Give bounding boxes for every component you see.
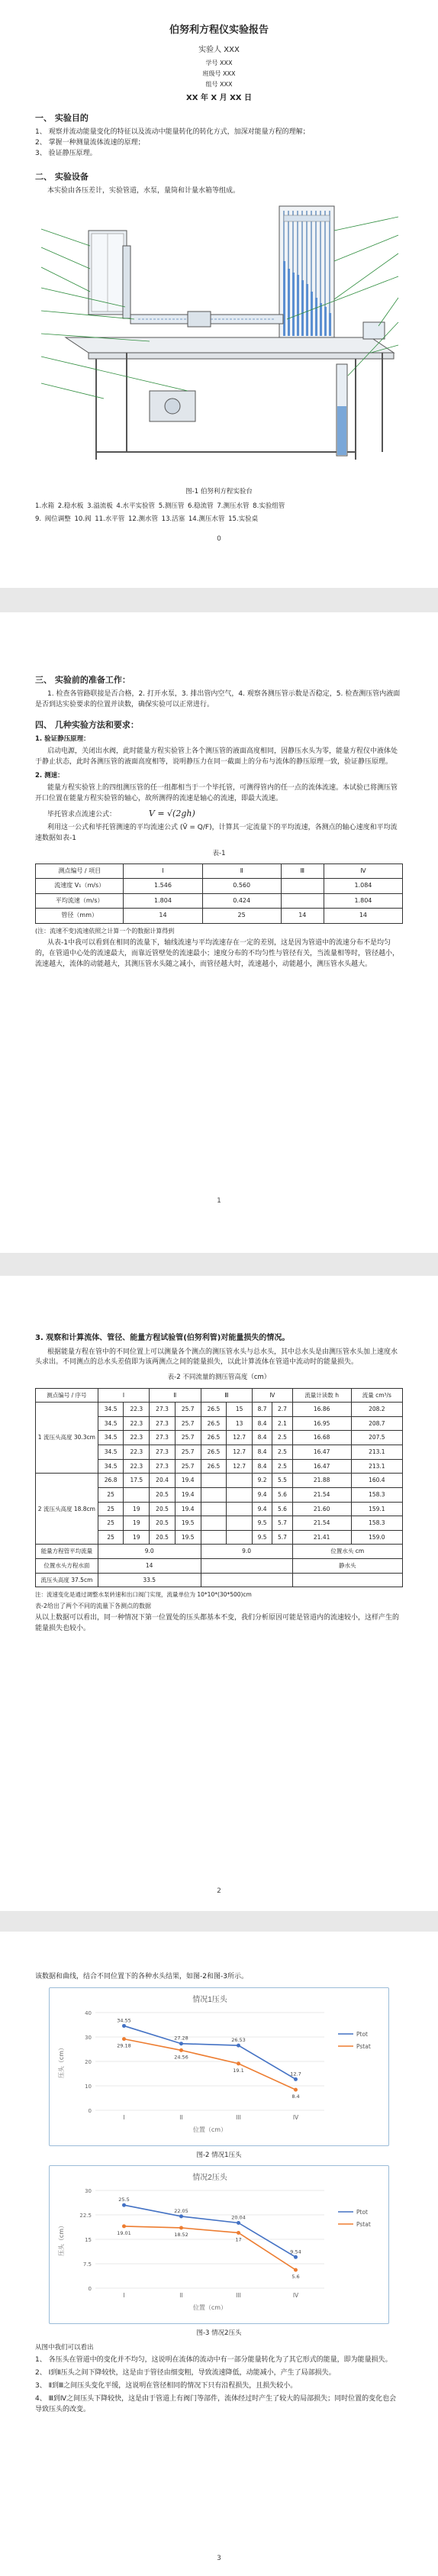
formula-label: 毕托管求点流速公式： xyxy=(47,811,117,819)
cell: 2.5 xyxy=(272,1431,292,1445)
cell: 19 xyxy=(124,1530,150,1545)
cell: 19.4 xyxy=(175,1502,201,1516)
data-point xyxy=(237,2231,240,2235)
y-tick-label: 0 xyxy=(88,2107,92,2114)
data-point xyxy=(237,2221,240,2225)
section-loss-title: 3. 观察和计算流体、管径、能量方程试验管(伯努利管)对能量损失的情况。 xyxy=(35,1334,290,1342)
data-point xyxy=(294,2077,298,2081)
cell: 14 xyxy=(98,1559,201,1574)
x-tick-label: III xyxy=(236,2113,241,2121)
cell: 5.7 xyxy=(272,1530,292,1545)
cell: 14 xyxy=(124,909,202,923)
x-tick-label: I xyxy=(123,2292,125,2300)
cell: 207.5 xyxy=(351,1431,402,1445)
cell: 26.5 xyxy=(201,1459,227,1474)
cell: 2.5 xyxy=(272,1445,292,1460)
series-line xyxy=(124,2026,296,2079)
y-axis-label: 压头（cm） xyxy=(58,2222,65,2257)
data-label: 27.28 xyxy=(174,2035,188,2042)
cell: 1.084 xyxy=(324,879,402,893)
cell: 0.424 xyxy=(202,893,281,908)
chart-1-caption: 图-2 情况1压头 xyxy=(196,2151,242,2159)
cell: 34.5 xyxy=(98,1445,124,1460)
table-2-analysis: 从以上数据可以看出，同一种情况下第一位置处的压头都基本不变，我们分析原因可能是管道内的流速较小，这样产生的能量损失也较小。 xyxy=(35,1614,400,1633)
cell: 27.3 xyxy=(150,1416,176,1431)
section-prep-title: 三、 实验前的准备工作： xyxy=(35,675,130,685)
header-cell: 测点编号 / 序号 xyxy=(36,1388,98,1403)
header-cell: Ⅱ xyxy=(150,1388,201,1403)
cell: 34.5 xyxy=(98,1431,124,1445)
cell: 158.3 xyxy=(351,1487,402,1502)
x-tick-label: I xyxy=(123,2113,125,2121)
cell: 26.5 xyxy=(201,1416,227,1431)
cell: 19.5 xyxy=(175,1516,201,1531)
cell: 0.560 xyxy=(202,879,281,893)
group-label: 1 流压头高度 30.3cm xyxy=(36,1403,98,1474)
table-row xyxy=(36,909,403,923)
cell: 流速度 V₁（m/s） xyxy=(36,879,124,893)
chart-2-svg xyxy=(50,2166,388,2319)
cell: 27.3 xyxy=(150,1431,176,1445)
cell: 1.804 xyxy=(124,893,202,908)
cell: 208.2 xyxy=(351,1403,402,1417)
data-point xyxy=(122,2203,126,2207)
analysis-text: 从表-1中我可以看到在相同的流量下，轴线流速与平均流速存在一定的差别，这是因为管道中的流速分布不是均匀的，在管道中心处的流速最大，而靠近管壁处的流速最小；速度分布的不均匀性与管径有关，当流量相等时，管径越小，流速越大，流体的动能越大，其测压管水头随之减小，而管径越大时，流速越小，动能越小，测压管水头越大。 xyxy=(35,939,400,968)
table-row xyxy=(36,1573,403,1587)
cell xyxy=(201,1516,227,1531)
cell: 9.0 xyxy=(201,1545,292,1559)
y-tick-label: 10 xyxy=(85,2083,92,2090)
cell: 25.7 xyxy=(175,1431,201,1445)
x-tick-label: II xyxy=(179,2292,183,2300)
cell xyxy=(281,893,324,908)
cell: 21.54 xyxy=(292,1516,351,1531)
cell: 25.7 xyxy=(175,1459,201,1474)
aim-item: 1、 观察并流动能量变化的特征以及流动中能量转化的转化方式，加深对能量方程的理解； xyxy=(35,128,310,137)
y-tick-label: 7.5 xyxy=(82,2261,92,2268)
equipment-intro: 本实验由各压差计，实验管道，水泵，量筒和计量水箱等组成。 xyxy=(47,187,240,195)
cell: 22.3 xyxy=(124,1431,150,1445)
cell: 16.68 xyxy=(292,1431,351,1445)
cell: 22.3 xyxy=(124,1445,150,1460)
cell: 22.3 xyxy=(124,1403,150,1417)
series-line xyxy=(124,2205,296,2257)
aims-list xyxy=(35,128,403,160)
data-label: 22.05 xyxy=(174,2207,188,2214)
method-1-text: 启动电源，关闭出水阀，此时能量方程实验管上各个测压管的液面高度相同，因静压水头为零，能量方程仪中液体处于静止状态，此时各测压管的液面高度相等，说明静压力在同一截面上的分布与流体的静压原理一致，验证静压原理。 xyxy=(35,747,398,767)
header-cell: Ⅲ xyxy=(201,1388,252,1403)
page-3 xyxy=(0,1276,438,1911)
table-2-body xyxy=(36,1403,403,1545)
y-tick-label: 20 xyxy=(85,2058,92,2065)
data-label: 18.52 xyxy=(174,2232,188,2239)
y-tick-label: 40 xyxy=(85,2009,92,2016)
y-axis-label: 压头（cm） xyxy=(58,2044,65,2079)
cell: 9.4 xyxy=(252,1502,272,1516)
data-label: 8.4 xyxy=(291,2093,300,2100)
header-cell: 测点编号 / 项目 xyxy=(36,864,124,879)
table-row xyxy=(36,1474,403,1488)
pitot-formula: V = √(2gh) xyxy=(148,809,195,819)
cell: 213.1 xyxy=(351,1445,402,1460)
cell: 2.7 xyxy=(272,1403,292,1417)
conclusion-item: 1、 各压头在管道中的变化并不均匀，这说明在流体的流动中有一部分能量转化为了其它形式的能量，即为能量损失。 xyxy=(35,2356,392,2365)
cell: 9.0 xyxy=(98,1545,201,1559)
x-tick-label: IV xyxy=(292,2113,299,2121)
cell: 12.7 xyxy=(227,1445,253,1460)
cell: 20.5 xyxy=(150,1502,176,1516)
data-point xyxy=(179,2048,183,2052)
cell: 34.5 xyxy=(98,1459,124,1474)
table-2-note-1: 注：流速变化是通过调整水泵转速和出口阀门实现，流量单位为 10*10*(30*500)cm xyxy=(35,1591,252,1599)
cell: 8.4 xyxy=(252,1431,272,1445)
cell: 19.4 xyxy=(175,1487,201,1502)
table-2-title: 表-2 不同流量的测压管高度（cm） xyxy=(167,1374,271,1382)
apparatus-figure xyxy=(35,200,403,483)
table-1 xyxy=(35,864,403,924)
aim-item: 2、 掌握一种测量流体流速的原理； xyxy=(35,139,145,147)
group-no: 组号 XXX xyxy=(205,81,233,89)
table-row xyxy=(36,893,403,908)
cell: 14 xyxy=(324,909,402,923)
class-no: 班级号 XXX xyxy=(202,70,236,78)
cell: 16.47 xyxy=(292,1445,351,1460)
data-label: 25.5 xyxy=(118,2197,130,2203)
cell: 13 xyxy=(227,1416,253,1431)
table-row xyxy=(36,879,403,893)
table-2 xyxy=(35,1388,403,1588)
cell: 5.6 xyxy=(272,1502,292,1516)
group-label: 2 流压头高度 18.8cm xyxy=(36,1474,98,1545)
data-label: 12.7 xyxy=(290,2071,301,2077)
cell: 9.5 xyxy=(252,1530,272,1545)
header-cell: Ⅱ xyxy=(202,864,281,879)
cell xyxy=(227,1516,253,1531)
data-label: 20.04 xyxy=(231,2214,246,2221)
cell: 25 xyxy=(98,1502,124,1516)
header-cell: Ⅰ xyxy=(124,864,202,879)
y-tick-label: 22.5 xyxy=(79,2213,92,2219)
y-tick-label: 30 xyxy=(85,2188,92,2195)
table-2-note-2: 表-2给出了两个不同的流量下各测点的数据 xyxy=(35,1602,151,1609)
page-4 xyxy=(0,1932,438,2576)
header-cell: 流量计读数 h xyxy=(292,1388,351,1403)
chart-title: 情况2压头 xyxy=(192,2174,227,2183)
cell: 27.3 xyxy=(150,1403,176,1417)
data-label: 24.56 xyxy=(174,2054,188,2061)
aim-item: 3、 验证静压原理。 xyxy=(35,150,97,158)
cell: 25.7 xyxy=(175,1445,201,1460)
x-tick-label: III xyxy=(236,2292,241,2300)
data-point xyxy=(294,2088,298,2092)
cell xyxy=(201,1559,292,1574)
cell: 20.4 xyxy=(150,1474,176,1488)
cell: 能量方程管平均流量 xyxy=(36,1545,98,1559)
data-point xyxy=(237,2061,240,2065)
cell xyxy=(201,1573,292,1587)
data-point xyxy=(179,2214,183,2218)
data-label: 5.6 xyxy=(291,2274,300,2281)
method-2-title: 2. 测速： xyxy=(35,772,64,780)
table-1-title: 表-1 xyxy=(212,849,226,857)
cell: 19 xyxy=(124,1516,150,1531)
y-tick-label: 0 xyxy=(88,2286,92,2293)
x-axis-label: 位置（cm） xyxy=(192,2126,227,2133)
cell: 16.95 xyxy=(292,1416,351,1431)
data-point xyxy=(294,2255,298,2259)
page-number: 2 xyxy=(217,1887,221,1895)
cell: 平均流速（m/s） xyxy=(36,893,124,908)
page-number: 1 xyxy=(217,1197,221,1205)
cell: 158.3 xyxy=(351,1516,402,1531)
cell: 27.3 xyxy=(150,1445,176,1460)
x-tick-label: IV xyxy=(292,2292,299,2300)
cell: 5.7 xyxy=(272,1516,292,1531)
cell: 2.5 xyxy=(272,1459,292,1474)
report-date: XX 年 X 月 XX 日 xyxy=(186,93,252,102)
experiment-table xyxy=(66,337,394,353)
chart-1 xyxy=(49,1987,389,2146)
cell: 20.5 xyxy=(150,1516,176,1531)
section-equipment-title: 二、 实验设备 xyxy=(35,172,89,182)
cell xyxy=(201,1487,227,1502)
header-cell: Ⅳ xyxy=(252,1388,292,1403)
method-1-title: 1. 验证静压原理： xyxy=(35,734,90,743)
charts-intro: 该数据和曲线，结合不同位置下的各种水头结果，如图-2和图-3所示。 xyxy=(35,1973,248,1980)
table-row xyxy=(36,1545,403,1559)
prep-text: 1. 检查各管路联接是否合格，2. 打开水泵，3. 排出管内空气，4. 观察各测压管示数是否稳定，5. 检查测压管内液面是否到达实验要求的位置并读数，确保实验可以正常进行。 xyxy=(35,690,401,709)
data-point xyxy=(179,2226,183,2230)
cell: 25 xyxy=(98,1516,124,1531)
cell: 213.1 xyxy=(351,1459,402,1474)
header-cell: Ⅳ xyxy=(324,864,402,879)
cell xyxy=(292,1573,402,1587)
legend-label: Pstat xyxy=(356,2221,371,2229)
y-tick-label: 30 xyxy=(85,2034,92,2041)
cell xyxy=(227,1530,253,1545)
data-point xyxy=(294,2268,298,2272)
cell: 管径（mm） xyxy=(36,909,124,923)
cell: 34.5 xyxy=(98,1416,124,1431)
header-cell: Ⅲ xyxy=(281,864,324,879)
cell xyxy=(227,1502,253,1516)
cell: 33.5 xyxy=(98,1573,201,1587)
cell: 25.7 xyxy=(175,1403,201,1417)
cell: 8.4 xyxy=(252,1459,272,1474)
cell: 16.47 xyxy=(292,1459,351,1474)
cell: 1.546 xyxy=(124,879,202,893)
cell xyxy=(201,1502,227,1516)
cell: 8.4 xyxy=(252,1445,272,1460)
data-point xyxy=(237,2044,240,2048)
cell: 位置水头方程水面 xyxy=(36,1559,98,1574)
cell: 22.3 xyxy=(124,1416,150,1431)
cell: 15 xyxy=(227,1403,253,1417)
cell: 27.3 xyxy=(150,1459,176,1474)
table-header xyxy=(36,864,403,879)
x-tick-label: II xyxy=(179,2113,183,2121)
header-cell: 流量 cm³/s xyxy=(351,1388,402,1403)
student-id: 学号 XXX xyxy=(205,59,233,66)
cell: 12.7 xyxy=(227,1431,253,1445)
cell: 26.8 xyxy=(98,1474,124,1488)
cell: 16.86 xyxy=(292,1403,351,1417)
y-tick-label: 15 xyxy=(85,2237,92,2244)
cell xyxy=(201,1474,227,1488)
conclusion-item: 2、 Ⅰ到Ⅱ压头之间下降较快，这是由于管径由细变粗，导致流速降低，动能减小，产生了局部损失。 xyxy=(35,2369,336,2377)
chart-2-caption: 图-3 情况2压头 xyxy=(196,2329,242,2337)
conclusions-title: 从图中我们可以看出 xyxy=(35,2344,94,2352)
cell: 208.7 xyxy=(351,1416,402,1431)
cell xyxy=(124,1487,150,1502)
cell: 34.5 xyxy=(98,1403,124,1417)
cell: 位置水头 cm xyxy=(292,1545,402,1559)
cell: 流压头高度 37.5cm xyxy=(36,1573,98,1587)
cell: 12.7 xyxy=(227,1459,253,1474)
conclusion-item: 3、 Ⅱ到Ⅲ之间压头变化平缓，这说明在管径相同的情况下只有沿程损失，且损失较小。 xyxy=(35,2382,298,2390)
page-2 xyxy=(0,612,438,1253)
cell: 2.1 xyxy=(272,1416,292,1431)
data-label: 34.55 xyxy=(117,2017,131,2024)
cell: 19.5 xyxy=(175,1530,201,1545)
table-1-note: (注：流速不变)流速依照之计算一个的数据计算得到 xyxy=(35,927,175,935)
chart-2 xyxy=(49,2165,389,2324)
cell: 21.41 xyxy=(292,1530,351,1545)
cell: 1.804 xyxy=(324,893,402,908)
conclusion-item: 4、 Ⅲ到Ⅳ之间压头下降较快，这是由于管道上有阀门等部件，流体经过时产生了较大的局部损失；同时位置的变化也会导致压头的改变。 xyxy=(35,2395,397,2414)
table-header xyxy=(36,1388,403,1403)
method-2-calc: 利用这一公式和毕托管测速的平均流速公式 (V̄ = Q/F)，计算其一定流量下的平均流速，各测点的轴心速度和平均流速数据如表-1 xyxy=(35,824,398,842)
cell: 21.54 xyxy=(292,1487,351,1502)
page-1 xyxy=(0,0,438,588)
figure-legend-b: 9. 阀位调整 10.阀 11.水平管 12.测水管 13.活塞 14.测压水管 15.实验桌 xyxy=(35,515,259,523)
section-methods-title: 四、 几种实验方法和要求： xyxy=(35,719,139,730)
cell: 14 xyxy=(281,909,324,923)
data-label: 26.53 xyxy=(231,2037,246,2044)
data-label: 19.1 xyxy=(233,2067,244,2074)
cell: 26.5 xyxy=(201,1431,227,1445)
data-point xyxy=(122,2024,126,2028)
experimenter: 实验人 XXX xyxy=(198,46,240,55)
legend-label: Ptot xyxy=(356,2209,368,2216)
cell: 26.5 xyxy=(201,1445,227,1460)
cell: 160.4 xyxy=(351,1474,402,1488)
data-label: 9.54 xyxy=(290,2248,301,2255)
chart-1-svg xyxy=(50,1988,388,2141)
cell: 25.7 xyxy=(175,1416,201,1431)
data-label: 17 xyxy=(235,2236,242,2243)
cell: 159.0 xyxy=(351,1530,402,1545)
figure-legend-a: 1.水箱 2.稳水板 3.溢流板 4.水平实验管 5.测压管 6.稳流管 7.测压水管 8.实验组管 xyxy=(35,502,285,511)
data-label: 29.18 xyxy=(117,2042,131,2049)
cell: 静水头 xyxy=(292,1559,402,1574)
cell: 22.3 xyxy=(124,1459,150,1474)
method-2-text: 能量方程实验管上的四组测压管的任一组都相当于一个毕托管，可测得管内的任一点的流体流速。本试验已将测压管开口位置在能量方程实验管的轴心，故所测得的流速是轴心的流速，即最大流速。 xyxy=(35,784,398,803)
cell xyxy=(281,879,324,893)
cell: 17.5 xyxy=(124,1474,150,1488)
cell: 25 xyxy=(98,1530,124,1545)
legend-label: Pstat xyxy=(356,2042,371,2050)
data-label: 19.01 xyxy=(117,2229,131,2236)
page-number: 3 xyxy=(217,2555,221,2562)
cell: 159.1 xyxy=(351,1502,402,1516)
chart-title: 情况1压头 xyxy=(192,1995,227,2004)
section-aims-title: 一、 实验目的 xyxy=(35,113,89,124)
cell: 8.4 xyxy=(252,1416,272,1431)
series-line xyxy=(124,2226,296,2270)
report-title: 伯努利方程仪实验报告 xyxy=(169,24,269,36)
cell: 25 xyxy=(98,1487,124,1502)
cell: 9.2 xyxy=(252,1474,272,1488)
cell: 20.5 xyxy=(150,1530,176,1545)
loss-intro: 根据能量方程在管中的不同位置上可以测量各个测点的测压管水头与总水头，其中总水头是由测压管水头加上速度水头求出。不同测点的总水头差值即为该两测点之间的能量损失，以此计算流体在管道中流动时的能量损失。 xyxy=(35,1348,398,1367)
cell: 9.4 xyxy=(252,1487,272,1502)
legend-label: Ptot xyxy=(356,2030,368,2038)
cell: 26.5 xyxy=(201,1403,227,1417)
x-axis-label: 位置（cm） xyxy=(192,2304,227,2312)
cell: 8.7 xyxy=(252,1403,272,1417)
cell xyxy=(227,1474,253,1488)
cell: 19 xyxy=(124,1502,150,1516)
cell: 19.4 xyxy=(175,1474,201,1488)
cell: 20.5 xyxy=(150,1487,176,1502)
conclusions-list xyxy=(35,2355,403,2416)
cell: 5.5 xyxy=(272,1474,292,1488)
cell xyxy=(201,1530,227,1545)
data-point xyxy=(122,2037,126,2041)
page-number: 0 xyxy=(217,535,221,543)
cell: 9.5 xyxy=(252,1516,272,1531)
cell: 25 xyxy=(202,909,281,923)
header-cell: Ⅰ xyxy=(98,1388,149,1403)
data-point xyxy=(122,2224,126,2228)
cell: 5.6 xyxy=(272,1487,292,1502)
data-point xyxy=(179,2042,183,2045)
formula-line xyxy=(35,807,403,821)
cell: 21.60 xyxy=(292,1502,351,1516)
table-row xyxy=(36,1559,403,1574)
cell xyxy=(227,1487,253,1502)
table-row xyxy=(36,1403,403,1417)
figure-1-caption: 图-1 伯努利方程实验台 xyxy=(185,488,253,496)
cell: 21.88 xyxy=(292,1474,351,1488)
